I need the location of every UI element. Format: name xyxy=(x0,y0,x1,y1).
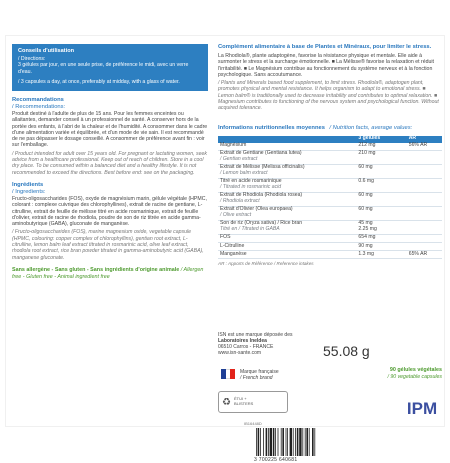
product-label xyxy=(5,35,445,463)
barcode-bar xyxy=(312,428,314,456)
nutrient-label: FOS xyxy=(220,234,231,241)
col-dose-header: 3 gélules xyxy=(356,136,406,143)
nutrient-label: Manganèse xyxy=(220,250,247,257)
barcode-bar xyxy=(263,428,264,456)
barcode xyxy=(254,428,350,458)
usage-directions-label: / Directions: xyxy=(18,55,46,62)
barcode-bar xyxy=(281,428,282,456)
nutrient-ar xyxy=(407,178,442,192)
nutrient-dose xyxy=(356,178,406,192)
nutrient-name xyxy=(218,164,356,178)
lab-website: www.isn-sante.com xyxy=(218,350,262,356)
barcode-bar xyxy=(299,428,301,456)
nutrient-name xyxy=(218,220,356,234)
lab-address: 06510 Carros - FRANCE xyxy=(218,344,274,350)
nutrient-ar xyxy=(407,206,442,220)
barcode-bar xyxy=(305,428,306,456)
barcode-bar xyxy=(290,428,292,456)
nutrient-ar xyxy=(407,234,442,242)
capsules-fr: 90 gélules végétales xyxy=(389,367,442,373)
nutrient-dose xyxy=(356,220,406,234)
dose-value: 654 mg xyxy=(358,234,376,241)
barcode-bar xyxy=(306,428,308,456)
barcode-bar xyxy=(309,428,310,456)
nutrient-dose xyxy=(356,143,406,151)
nutrition-row xyxy=(218,242,442,250)
dose-value-2: 2.25 mg xyxy=(358,226,377,233)
net-weight: 55.08 g xyxy=(323,343,370,359)
nutrient-label: Magnésium xyxy=(220,142,247,149)
nutrition-row xyxy=(218,206,442,220)
nutrition-row xyxy=(218,178,442,192)
dose-value: 60 mg xyxy=(358,206,373,213)
ingredients-title-en: / Ingredients: xyxy=(12,188,46,195)
nutrition-row xyxy=(218,220,442,234)
triman-line2: BLISTERS xyxy=(233,401,254,406)
barcode-bar xyxy=(270,428,272,456)
lab-info xyxy=(218,332,318,356)
recycle-icon: ♻ xyxy=(222,396,231,408)
barcode-bar xyxy=(266,428,268,456)
triman-logo xyxy=(218,391,288,413)
logo-text: IPM xyxy=(406,399,438,418)
nutrient-sublabel: Titré en / Titrated in GABA xyxy=(220,226,280,233)
nutrient-name xyxy=(218,192,356,206)
nutrient-sublabel: / Olive extract xyxy=(220,212,252,219)
nutrient-dose xyxy=(356,251,406,259)
nutrient-name xyxy=(218,178,356,192)
nutrition-row xyxy=(218,192,442,206)
ingredients-title: Ingrédients xyxy=(12,181,44,188)
dose-value: 60 mg xyxy=(358,164,373,171)
description-text-en: / Plants and Minerals based food supplement, to limit stress. Rhodiola®, adaptogen plant, promotes physical and mental resistance. It helps organism to adapt to emotional stress. ■ Lemon balm® is traditionally used to decrease irritability and contributes to optimal relaxation. ■ Magnesium contributes to functioning of the nervous system and psychological function. Without acquired tolerance. xyxy=(218,80,439,112)
barcode-bar xyxy=(286,428,287,456)
nutrient-dose xyxy=(356,192,406,206)
nutrient-name xyxy=(218,150,356,164)
nutrient-sublabel: / Rhodiola extract xyxy=(220,198,260,205)
triman-line1: ÉTUI + xyxy=(233,396,247,402)
barcode-bar xyxy=(256,428,257,456)
nutrient-name xyxy=(218,234,356,242)
usage-box xyxy=(12,44,208,91)
flag-text xyxy=(240,369,279,381)
capsule-count xyxy=(346,367,442,380)
barcode-bar xyxy=(297,428,299,456)
right-column xyxy=(218,44,442,267)
nutrition-footnote: AR : Apports de Référence / Reference intakes xyxy=(218,261,314,267)
nutrient-dose xyxy=(356,164,406,178)
recommendations-title-en: / Recommendations: xyxy=(12,103,66,110)
barcode-bar xyxy=(275,428,276,456)
lab-name: Laboratoires Ineldea xyxy=(218,338,267,344)
ingredients-text-fr: Fructo-oligosaccharides (FOS), oxyde de magnésium marin, gélule végétale (HPMC, colorant : complexe cuivrique des chlorophyllines), extrait de racine de gentiane, L-citrulline, extrait de feuille de mélisse titré en acide rosmarinique, extrait de feuille d'olivier, extrait de racine de rhodiola, poudre de son de riz titrée en acide gamma-aminobutyrique (GABA), gluconate de manganèse. xyxy=(12,195,207,228)
nutrient-ar xyxy=(407,242,442,250)
barcode-bar xyxy=(258,428,260,456)
flag-text-en: / French brand xyxy=(240,375,273,381)
nutrient-dose xyxy=(356,206,406,220)
usage-text-en: / 3 capsules a day, at once, preferably at midday, with a glass of water. xyxy=(18,79,180,86)
allergen-fr: Sans allergène - Sans gluten - Sans ingrédients d'origine animale xyxy=(12,266,180,273)
dose-value: 90 mg xyxy=(358,242,373,249)
lab-line1: ISN est une marque déposée des xyxy=(218,332,293,338)
nutrient-ar xyxy=(407,164,442,178)
barcode-bar xyxy=(287,428,288,456)
capsules-en: / 90 vegetable capsules xyxy=(387,373,442,380)
barcode-bar xyxy=(295,428,296,456)
barcode-bar xyxy=(273,428,275,456)
nutrient-ar xyxy=(407,150,442,164)
nutrient-dose xyxy=(356,234,406,242)
nutrition-row xyxy=(218,164,442,178)
dose-value: 210 mg xyxy=(358,150,376,157)
description-title: Complément alimentaire à base de Plantes et Minéraux, pour limiter le stress. xyxy=(218,44,432,50)
dose-value: 0.6 mg xyxy=(358,178,374,185)
ingredients-text-en: / Fructo-oligosaccharides (FOS), marine magnesium oxide, vegetable capsule (HPMC, colouring: copper complex of chlorophyllins), gentian root extract, L-citrulline, lemon balm leaf extract titrated in rosmarinic acid, olive leaf extract, rhodiola root extract, rice bran powder titrated in gamma-aminobutyric acid (GABA), manganese gluconate. xyxy=(12,229,204,261)
nutrient-sublabel: / Titrated in rosmarinic acid xyxy=(220,184,282,191)
nutrient-name xyxy=(218,242,356,250)
nutrient-sublabel: / Lemon balm extract xyxy=(220,170,268,177)
nutrient-ar xyxy=(407,192,442,206)
nutrient-name xyxy=(218,251,356,259)
usage-title: Conseils d'utilisation xyxy=(18,48,75,54)
usage-text-fr: 3 gélules par jour, en une seule prise, de préférence le midi, avec un verre d'eau. xyxy=(18,62,189,75)
barcode-bar xyxy=(278,428,279,456)
col-ar-header: AR xyxy=(407,136,442,143)
recommendations-text-en: / Product intended for adult over 15 years old. For pregnant or lactating women, seek advice from a healthcare professional. Keep out of reach of children. Store in a cool dry place. To be consumed within a balanced diet and a healthy lifestyle. It is not recommended to exceed the directions. Best before end: see on the packaging. xyxy=(12,150,207,176)
nutrient-name xyxy=(218,143,356,151)
barcode-bar xyxy=(282,428,284,456)
nutrition-row xyxy=(218,150,442,164)
nutrient-dose xyxy=(356,150,406,164)
ipm-logo xyxy=(407,392,437,422)
nutrition-row xyxy=(218,234,442,242)
nutrient-label: Extrait d'Olivier (Olea europaea) xyxy=(220,206,293,213)
nutrient-dose xyxy=(356,242,406,250)
nutrition-row xyxy=(218,143,442,151)
french-flag-icon xyxy=(221,369,235,379)
nutrient-label: L-Citrulline xyxy=(220,242,245,249)
nutrient-ar xyxy=(407,220,442,234)
nutrient-ar: 56% AR xyxy=(407,143,442,151)
barcode-bar xyxy=(260,428,261,456)
nutrient-label: Extrait de Rhodiola (Rhodiola rosea) xyxy=(220,192,303,199)
dose-value: 212 mg xyxy=(358,142,376,149)
allergen-en: / Allergen free - Gluten free - Animal ingredient free xyxy=(12,266,204,280)
nutrient-name xyxy=(218,206,356,220)
barcode-number: 3 700225 640681 xyxy=(254,457,298,463)
nutrition-title: Informations nutritionnelles moyennes xyxy=(218,124,325,131)
nutrition-title-en: / Nutrition facts, average values: xyxy=(329,124,413,131)
barcode-bar xyxy=(293,428,294,456)
allergen-info xyxy=(12,267,208,280)
product-code: IB16448D xyxy=(244,421,262,426)
nutrient-label: Extrait de Mélisse (Melissa officinalis) xyxy=(220,164,305,171)
nutrient-label: Son de riz (Oryza sativa) / Rice bran xyxy=(220,220,303,227)
nutrient-label: Titré en acide rosmarinique xyxy=(220,178,282,185)
nutrient-sublabel: / Gentian extract xyxy=(220,156,258,163)
nutrition-table xyxy=(218,136,442,259)
dose-value: 60 mg xyxy=(358,192,373,199)
nutrition-row xyxy=(218,251,442,259)
barcode-bar xyxy=(302,428,303,456)
recommendations-text-fr: Produit destiné à l'adulte de plus de 15 ans. Pour les femmes enceintes ou allaitantes, demander conseil à un professionnel de santé. A conserver hors de la portée des enfants, à l'abri de la chaleur et de l'humidité. A consommer dans le cadre d'une alimentation variée et équilibrée, et d'un mode de vie sain. Il est recommandé de ne pas dépasser le dosage conseillé. A consommer de préférence avant fin : voir sur l'emballage. xyxy=(12,110,208,149)
barcode-bar xyxy=(314,428,315,456)
dose-value: 1.3 mg xyxy=(358,250,374,257)
flag-text-fr: Marque française xyxy=(240,369,279,375)
dose-value: 45 mg xyxy=(358,220,373,227)
barcode-bar xyxy=(268,428,269,456)
recommendations-title: Recommandations xyxy=(12,96,64,103)
left-column xyxy=(12,44,208,280)
description-text-fr: La Rhodiola®, plante adaptogène, favorise la résistance physique et mentale. Elle aide à surmonter le stress et la surcharge émotionnelle. ■ La Mélisse® favorise la relaxation et réduit l'irritabilité. ■ Le Magnésium contribue au fonctionnement du système nerveux et à la fonction psychologique. Sans accoutumance. xyxy=(218,53,434,78)
nutrient-ar: 65% AR xyxy=(407,251,442,259)
nutrient-label: Extrait de Gentiane (Gentiana lutea) xyxy=(220,150,302,157)
